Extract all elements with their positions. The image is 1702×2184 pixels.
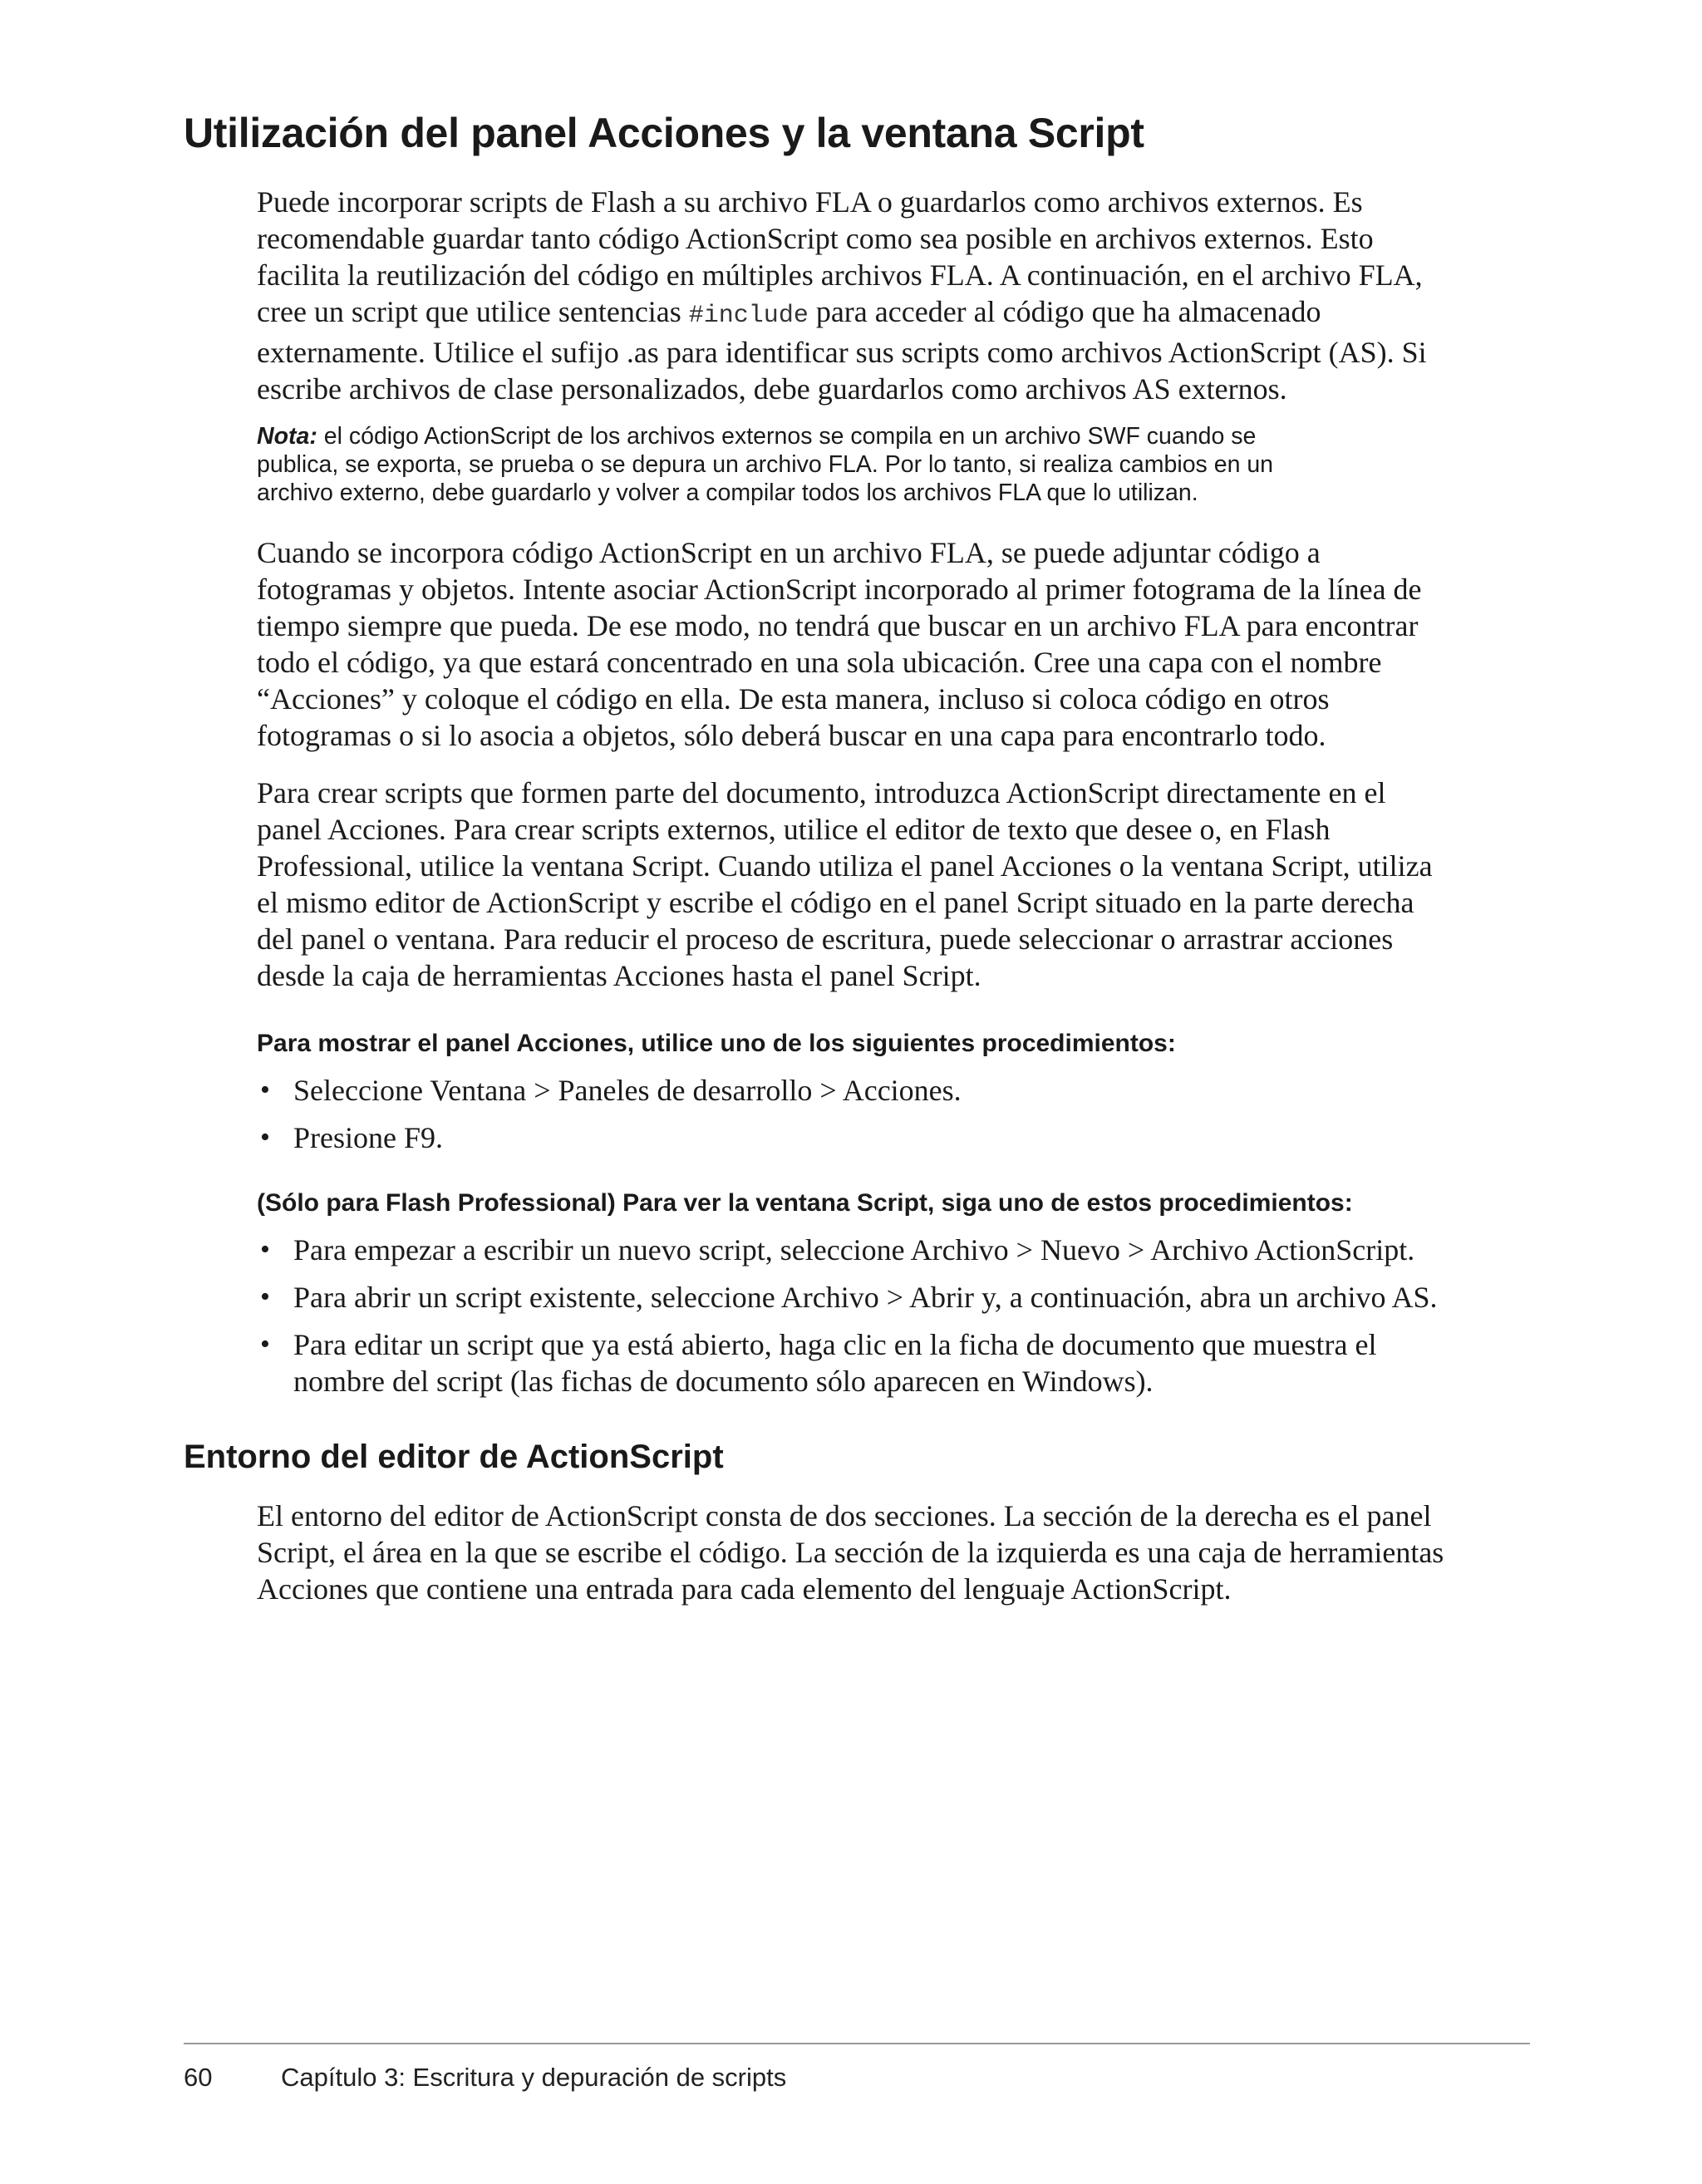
frames-paragraph	[257, 534, 1528, 754]
text-line: fotogramas o si lo asocia a objetos, sólo deberá buscar en una capa para encontrarlo todo.	[257, 719, 1326, 752]
list-item-text: Seleccione Ventana > Paneles de desarrollo > Acciones.	[293, 1074, 962, 1107]
editor-environment-paragraph	[257, 1498, 1528, 1607]
text-line: recomendable guardar tanto código ActionScript como sea posible en archivos externos. Esto	[257, 222, 1374, 255]
text-fragment: para acceder al código que ha almacenado	[808, 295, 1321, 328]
text-line: panel Acciones. Para crear scripts externos, utilice el editor de texto que desee o, en Flash	[257, 813, 1331, 846]
list-item	[257, 1119, 1537, 1156]
chapter-title: Capítulo 3: Escritura y depuración de scripts	[281, 2063, 787, 2092]
code-include: #include	[688, 302, 809, 330]
text-line: Cuando se incorpora código ActionScript en un archivo FLA, se puede adjuntar código a	[257, 536, 1321, 569]
text-line: Professional, utilice la ventana Script. Cuando utiliza el panel Acciones o la ventana Script, utiliza	[257, 849, 1433, 883]
text-line: “Acciones” y coloque el código en ella. De esta manera, incluso si coloca código en otros	[257, 682, 1330, 716]
text-fragment: el código ActionScript de los archivos externos se compila en un archivo SWF cuando se	[317, 423, 1257, 450]
page-title: Utilización del panel Acciones y la ventana Script	[184, 110, 1144, 156]
list-item-text: Presione F9.	[293, 1121, 443, 1154]
text-line: fotogramas y objetos. Intente asociar ActionScript incorporado al primer fotograma de la línea de	[257, 573, 1422, 606]
text-line	[257, 293, 1528, 334]
text-line: Para empezar a escribir un nuevo script, seleccione Archivo > Nuevo > Archivo ActionScript.	[293, 1233, 1415, 1267]
scripts-paragraph	[257, 775, 1528, 994]
text-line: Para abrir un script existente, seleccione Archivo > Abrir y, a continuación, abra un archivo AS.	[293, 1281, 1438, 1314]
text-line: desde la caja de herramientas Acciones hasta el panel Script.	[257, 959, 981, 992]
page-number: 60	[184, 2063, 213, 2092]
footer-divider	[184, 2043, 1530, 2044]
text-line: el mismo editor de ActionScript y escribe el código en el panel Script situado en la parte derecha	[257, 886, 1414, 919]
bullet-icon: •	[260, 1281, 270, 1312]
procedure-heading-actions-panel: Para mostrar el panel Acciones, utilice uno de los siguientes procedimientos:	[257, 1030, 1176, 1057]
section-heading: Entorno del editor de ActionScript	[184, 1439, 724, 1475]
note-label: Nota:	[257, 423, 317, 450]
text-line: publica, se exporta, se prueba o se depura un archivo FLA. Por lo tanto, si realiza cambios en un	[257, 451, 1274, 478]
text-line: facilita la reutilización del código en múltiples archivos FLA. A continuación, en el archivo FLA,	[257, 258, 1423, 292]
list-item	[257, 1232, 1537, 1268]
text-line: escribe archivos de clase personalizados, debe guardarlos como archivos AS externos.	[257, 372, 1287, 406]
text-line: del panel o ventana. Para reducir el proceso de escritura, puede seleccionar o arrastrar acciones	[257, 922, 1394, 956]
text-line: Script, el área en la que se escribe el código. La sección de la izquierda es una caja de herramientas	[257, 1536, 1444, 1569]
list-item-text	[293, 1326, 1537, 1399]
list-item-text	[293, 1232, 1537, 1268]
list-item	[257, 1326, 1537, 1399]
list-item-text	[293, 1279, 1537, 1316]
text-line: todo el código, ya que estará concentrado en una sola ubicación. Cree una capa con el nombre	[257, 646, 1382, 679]
intro-paragraph	[257, 184, 1528, 407]
text-line: archivo externo, debe guardarlo y volver a compilar todos los archivos FLA que lo utilizan.	[257, 480, 1198, 506]
bullet-list-actions-panel	[257, 1072, 1537, 1156]
note-block	[257, 422, 1528, 507]
text-line: nombre del script (las fichas de documento sólo aparecen en Windows).	[293, 1365, 1154, 1398]
text-line: Acciones que contiene una entrada para cada elemento del lenguaje ActionScript.	[257, 1572, 1232, 1606]
list-item	[257, 1072, 1537, 1109]
bullet-icon: •	[260, 1075, 270, 1105]
procedure-heading-script-window: (Sólo para Flash Professional) Para ver la ventana Script, siga uno de estos procedimientos:	[257, 1189, 1353, 1217]
text-line: Puede incorporar scripts de Flash a su archivo FLA o guardarlos como archivos externos. Es	[257, 185, 1363, 219]
text-fragment: cree un script que utilice sentencias	[257, 295, 689, 328]
bullet-icon: •	[260, 1329, 270, 1360]
text-line	[257, 422, 1528, 450]
bullet-list-script-window	[257, 1232, 1537, 1399]
text-line: Para crear scripts que formen parte del documento, introduzca ActionScript directamente en el	[257, 776, 1386, 809]
list-item	[257, 1279, 1537, 1316]
bullet-icon: •	[260, 1234, 270, 1265]
text-line: externamente. Utilice el sufijo .as para identificar sus scripts como archivos ActionScript (AS). Si	[257, 336, 1427, 369]
bullet-icon: •	[260, 1122, 270, 1153]
text-line: El entorno del editor de ActionScript consta de dos secciones. La sección de la derecha es el panel	[257, 1499, 1432, 1532]
text-line: Para editar un script que ya está abierto, haga clic en la ficha de documento que muestra el	[293, 1328, 1377, 1361]
text-line: tiempo siempre que pueda. De ese modo, no tendrá que buscar en un archivo FLA para encontrar	[257, 609, 1419, 642]
